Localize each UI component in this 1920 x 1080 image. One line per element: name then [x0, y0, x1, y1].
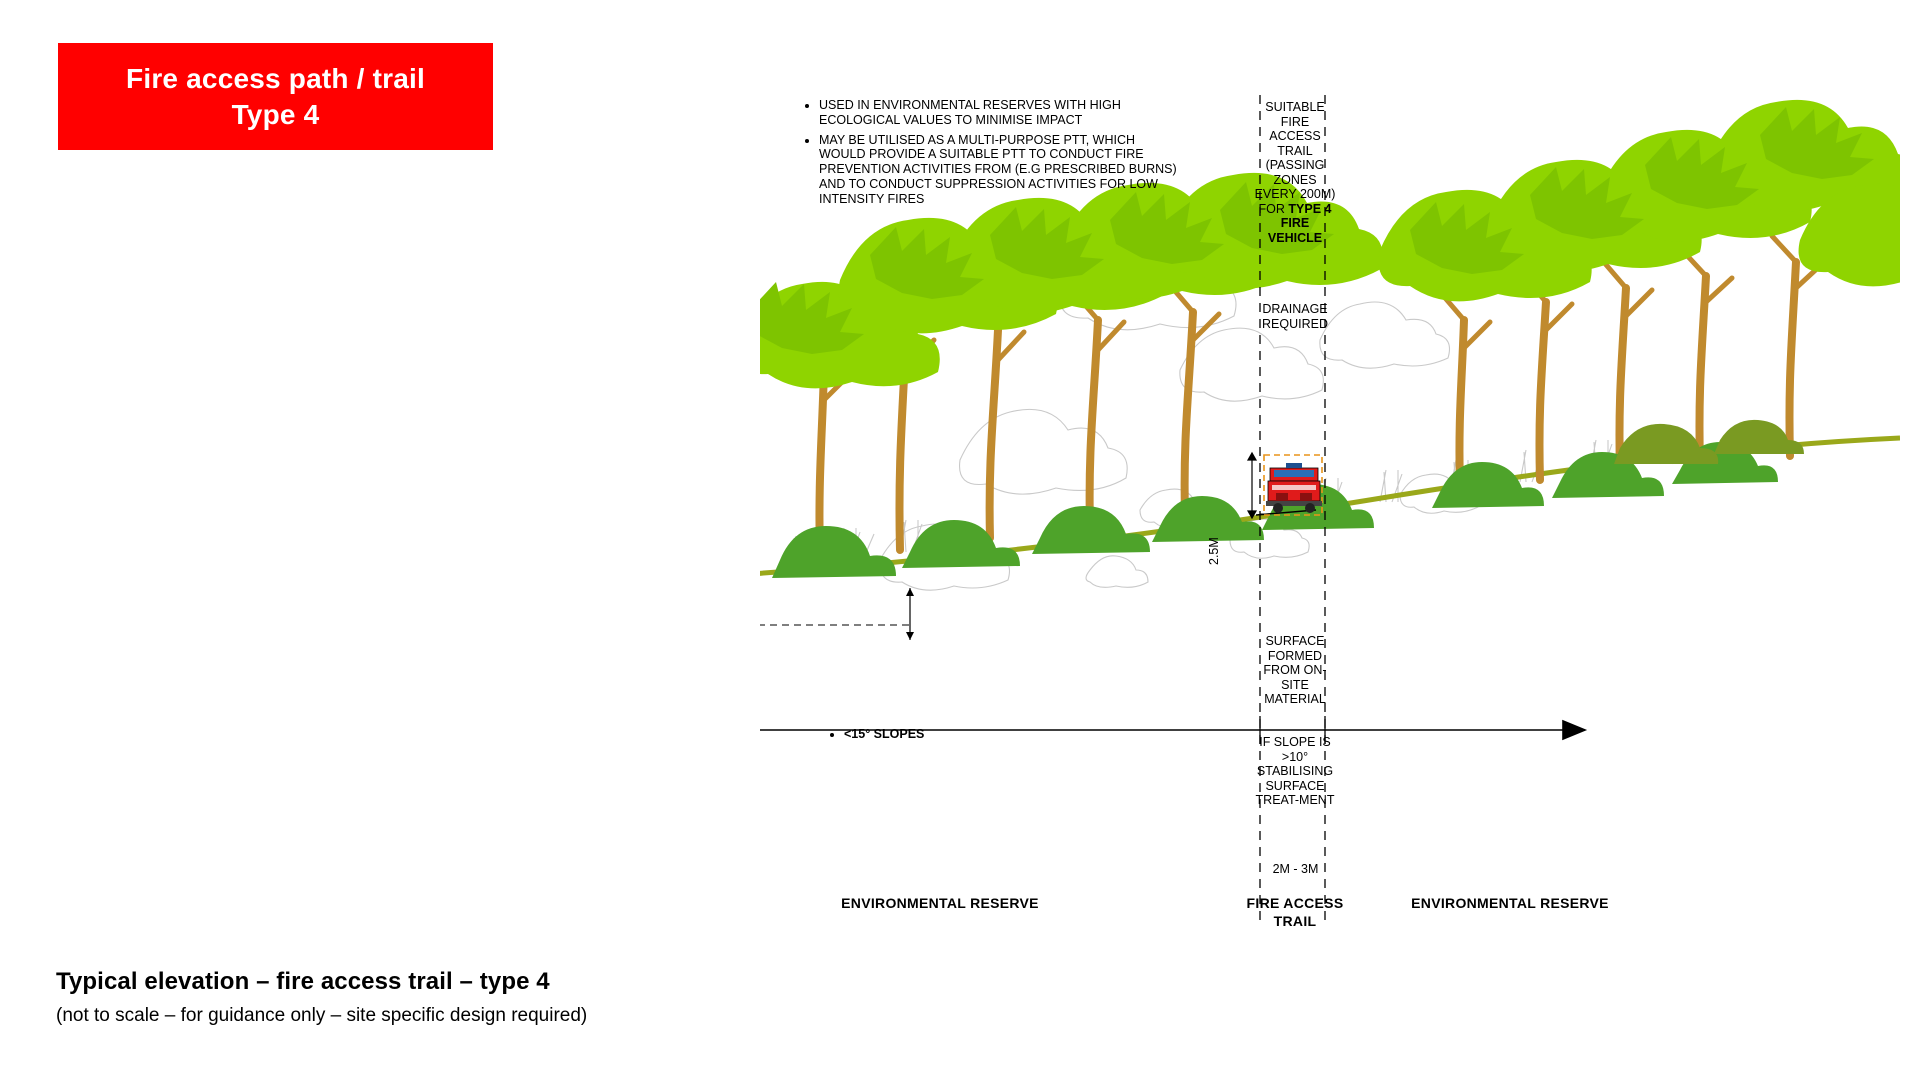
note-item: • MAY BE UTILISED AS A MULTI-PURPOSE PTT, WHICH WOULD PROVIDE A SUITABLE PTT TO CONDUCT FIRE PREVENTION ACTIVITIES FROM (E.G PRESCRIBED BURNS) AND TO CONDUCT SUPPRESSION ACTIVITIES FOR LOW INTENSITY FIRES: [819, 133, 1185, 207]
caption-main: Typical elevation – fire access trail – type 4: [56, 968, 550, 995]
annotation-clearance-height: 2.5M: [1207, 537, 1221, 565]
title-line-1: Fire access path / trail: [126, 62, 425, 94]
annotation-stabilising-treatment: IF SLOPE IS >10° STABILISING SURFACE TREAT-MENT: [1255, 735, 1335, 807]
fire-vehicle: [1266, 463, 1322, 513]
slope-angle-marker: [760, 588, 914, 640]
annotation-vehicle-type: TYPE 4 FIRE VEHICLE: [1267, 201, 1332, 245]
annotation-trail-spec: [1254, 100, 1336, 245]
note-item: • USED IN ENVIRONMENTAL RESERVES WITH HIGH ECOLOGICAL VALUES TO MINIMISE IMPACT: [819, 98, 1185, 128]
label-environmental-reserve-right: ENVIRONMENTAL RESERVE: [1411, 895, 1609, 911]
title-banner: [58, 43, 493, 150]
tree-group-right: [1379, 100, 1900, 508]
caption-sub: (not to scale – for guidance only – site specific design required): [56, 1005, 588, 1026]
figure-caption: [56, 968, 756, 1027]
foliage-right: [1379, 100, 1900, 302]
annotation-trail-width: 2M - 3M: [1272, 862, 1319, 876]
height-dimension: [1248, 453, 1256, 518]
slope-note-item: • <15° SLOPES: [844, 727, 924, 741]
title-line-2: Type 4: [231, 98, 320, 130]
shrub-right: [1614, 420, 1804, 464]
slope-note: [820, 727, 924, 741]
annotation-trail-spec-text: SUITABLE FIRE ACCESS TRAIL (PASSING ZONES EVERY 200M) FOR: [1254, 100, 1336, 216]
notes-list: [795, 98, 1185, 211]
annotation-drainage: DRAINAGE REQUIRED: [1262, 302, 1328, 331]
label-environmental-reserve-left: ENVIRONMENTAL RESERVE: [841, 895, 1039, 911]
annotation-surface: SURFACE FORMED FROM ON-SITE MATERIAL: [1263, 634, 1327, 706]
label-fire-access-trail: FIRE ACCESS TRAIL: [1246, 895, 1344, 929]
